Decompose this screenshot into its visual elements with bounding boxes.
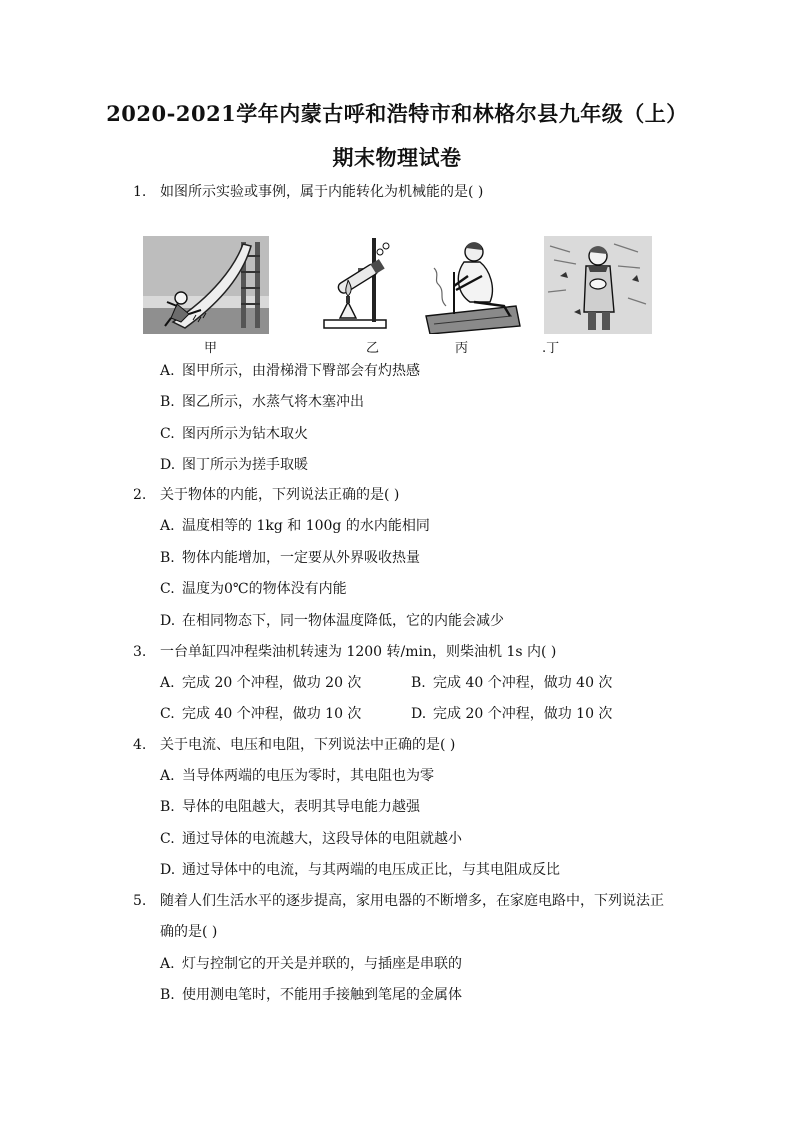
option-text: 导体的电阻越大，表明其导电能力越强 bbox=[182, 799, 420, 815]
option-4a[interactable] bbox=[160, 766, 434, 786]
option-text: 温度相等的 1kg 和 100g 的水内能相同 bbox=[182, 518, 430, 534]
option-text: 在相同物态下，同一物体温度降低，它的内能会减少 bbox=[182, 613, 504, 629]
option-1b[interactable] bbox=[160, 392, 364, 412]
option-letter: C. bbox=[160, 581, 175, 597]
option-3a[interactable] bbox=[160, 673, 361, 693]
test-tube-steam-illustration bbox=[318, 236, 396, 334]
option-text: 图丙所示为钻木取火 bbox=[182, 426, 308, 442]
option-text: 温度为0℃的物体没有内能 bbox=[182, 581, 347, 597]
option-2a[interactable] bbox=[160, 516, 430, 536]
option-3c[interactable] bbox=[160, 704, 361, 724]
option-letter: A. bbox=[160, 518, 175, 534]
option-text: 灯与控制它的开关是并联的，与插座是串联的 bbox=[182, 956, 462, 972]
option-text: 通过导体的电流越大，这段导体的电阻就越小 bbox=[182, 831, 462, 847]
question-text-line2: 确的是( ) bbox=[160, 924, 218, 940]
question-text: 一台单缸四冲程柴油机转速为 1200 转/min，则柴油机 1s 内( ) bbox=[160, 644, 557, 660]
option-letter: A. bbox=[160, 768, 175, 784]
figure-caption-ding: .丁 bbox=[542, 341, 560, 356]
option-letter: C. bbox=[160, 706, 175, 722]
option-letter: B. bbox=[160, 550, 175, 566]
figure-caption-bing: 丙 bbox=[455, 341, 469, 356]
option-text: 完成 40 个冲程，做功 40 次 bbox=[433, 675, 613, 691]
option-letter: B. bbox=[160, 987, 175, 1003]
option-text: 图乙所示，水蒸气将木塞冲出 bbox=[182, 394, 364, 410]
option-4d[interactable] bbox=[160, 860, 560, 880]
option-letter: B. bbox=[411, 675, 426, 691]
question-number: 4. bbox=[133, 737, 147, 753]
option-letter: A. bbox=[160, 675, 175, 691]
option-text: 图甲所示，由滑梯滑下臀部会有灼热感 bbox=[182, 363, 420, 379]
option-4c[interactable] bbox=[160, 829, 462, 849]
option-letter: C. bbox=[160, 426, 175, 442]
option-text: 当导体两端的电压为零时，其电阻也为零 bbox=[182, 768, 434, 784]
question-number: 2. bbox=[133, 487, 147, 503]
option-letter: D. bbox=[411, 706, 427, 722]
option-text: 完成 20 个冲程，做功 10 次 bbox=[433, 706, 613, 722]
option-text: 使用测电笔时，不能用手接触到笔尾的金属体 bbox=[182, 987, 462, 1003]
option-letter: D. bbox=[160, 862, 176, 878]
figure-caption-jia: 甲 bbox=[204, 341, 218, 356]
option-1a[interactable] bbox=[160, 361, 420, 381]
option-text: 完成 40 个冲程，做功 10 次 bbox=[182, 706, 362, 722]
drilling-wood-fire-illustration bbox=[424, 236, 522, 334]
question-number: 5. bbox=[133, 893, 147, 909]
question-number: 3. bbox=[133, 644, 147, 660]
question-text: 关于物体的内能，下列说法正确的是( ) bbox=[160, 487, 400, 503]
option-letter: A. bbox=[160, 363, 175, 379]
figure-caption-yi: 乙 bbox=[366, 341, 380, 356]
question-text: 如图所示实验或事例，属于内能转化为机械能的是( ) bbox=[160, 184, 484, 200]
option-2b[interactable] bbox=[160, 548, 420, 568]
option-4b[interactable] bbox=[160, 797, 420, 817]
option-text: 图丁所示为搓手取暖 bbox=[182, 457, 308, 473]
option-1c[interactable] bbox=[160, 424, 308, 444]
option-2d[interactable] bbox=[160, 611, 504, 631]
option-text: 物体内能增加，一定要从外界吸收热量 bbox=[182, 550, 420, 566]
option-5a[interactable] bbox=[160, 954, 462, 974]
option-3b[interactable] bbox=[411, 673, 612, 693]
option-3d[interactable] bbox=[411, 704, 612, 724]
option-letter: C. bbox=[160, 831, 175, 847]
option-letter: A. bbox=[160, 956, 175, 972]
question-number: 1. bbox=[133, 184, 147, 200]
exam-title-line-2: 期末物理试卷 bbox=[332, 145, 462, 170]
option-letter: D. bbox=[160, 457, 176, 473]
option-letter: D. bbox=[160, 613, 176, 629]
rubbing-hands-illustration bbox=[544, 236, 652, 334]
option-2c[interactable] bbox=[160, 579, 347, 599]
option-letter: B. bbox=[160, 394, 175, 410]
slide-friction-illustration bbox=[143, 236, 269, 334]
option-text: 通过导体中的电流，与其两端的电压成正比，与其电阻成反比 bbox=[182, 862, 560, 878]
question-text: 关于电流、电压和电阻，下列说法中正确的是( ) bbox=[160, 737, 456, 753]
option-text: 完成 20 个冲程，做功 20 次 bbox=[182, 675, 362, 691]
option-1d[interactable] bbox=[160, 455, 308, 475]
option-5b[interactable] bbox=[160, 985, 462, 1005]
exam-title-line-1: 2020-2021学年内蒙古呼和浩特市和林格尔县九年级（上） bbox=[106, 101, 688, 126]
option-letter: B. bbox=[160, 799, 175, 815]
question-text: 随着人们生活水平的逐步提高，家用电器的不断增多，在家庭电路中，下列说法正 bbox=[160, 893, 664, 909]
